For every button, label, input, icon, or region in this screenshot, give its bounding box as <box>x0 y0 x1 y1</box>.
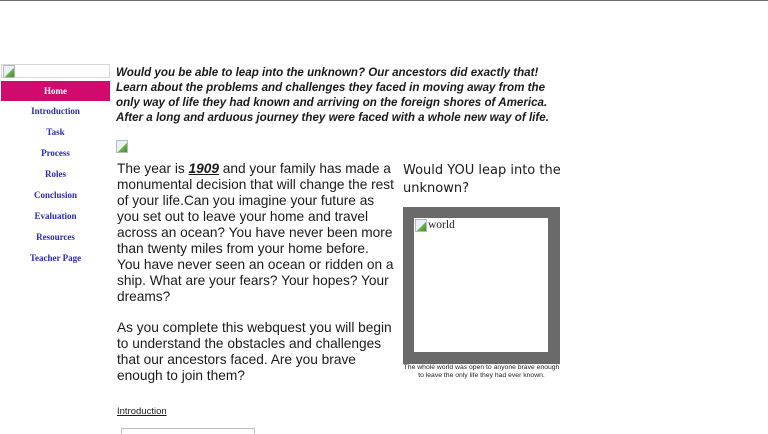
paragraph-1-text: and your family has made a monumental decision that will change the rest of your life.Can you imagine your future as you set out to leave your home and travel across an ocean? You have never been more than twenty miles from your home before. You have never seen an ocean or ridden on a ship. What are your fears? Your hopes? Your dreams? <box>117 161 394 304</box>
nav-item-resources[interactable]: Resources <box>36 232 75 242</box>
nav-item-introduction[interactable]: Introduction <box>31 106 80 116</box>
introduction-link[interactable]: Introduction <box>117 406 167 417</box>
main-content <box>117 161 395 399</box>
paragraph-1 <box>117 161 395 305</box>
bottom-image <box>121 428 255 434</box>
world-image-frame <box>403 207 560 364</box>
nav-item-task[interactable]: Task <box>46 127 65 137</box>
nav-item-conclusion[interactable]: Conclusion <box>33 190 77 200</box>
nav-item-teacher-page[interactable]: Teacher Page <box>29 253 82 263</box>
banner-image <box>1 64 110 78</box>
intro-text: Would you be able to leap into the unknown? Our ancestors did exactly that! Learn about the problems and challenges they faced in moving away from the only way of life they had known and arriving on the foreign shores of America. After a long and arduous journey they were faced with a whole new way of life. <box>116 66 549 124</box>
broken-image-icon <box>3 65 15 77</box>
paragraph-2: As you complete this webquest you will begin to understand the obstacles and challenges that our ancestors faced. Are you brave enough to join them? <box>117 320 392 383</box>
broken-image-icon <box>116 140 130 154</box>
world-image <box>414 218 548 352</box>
broken-image-icon <box>415 219 427 231</box>
world-image-alt <box>415 219 455 231</box>
nav-item-evaluation[interactable]: Evaluation <box>34 211 77 221</box>
nav-item-roles[interactable]: Roles <box>45 169 66 179</box>
aside-heading: Would YOU leap into the unknown? <box>403 163 561 196</box>
paragraph-1-prefix: The year is <box>117 161 189 176</box>
window-top-border <box>0 0 768 1</box>
year-highlight: 1909 <box>188 161 219 176</box>
nav-item-home[interactable]: Home <box>1 81 110 101</box>
sidebar-nav <box>1 81 110 269</box>
nav-item-process[interactable]: Process <box>41 148 70 158</box>
image-caption: The whole world was open to anyone brave enough to leave the only life they had ever known. <box>403 364 560 379</box>
world-alt-text: world <box>428 219 455 231</box>
